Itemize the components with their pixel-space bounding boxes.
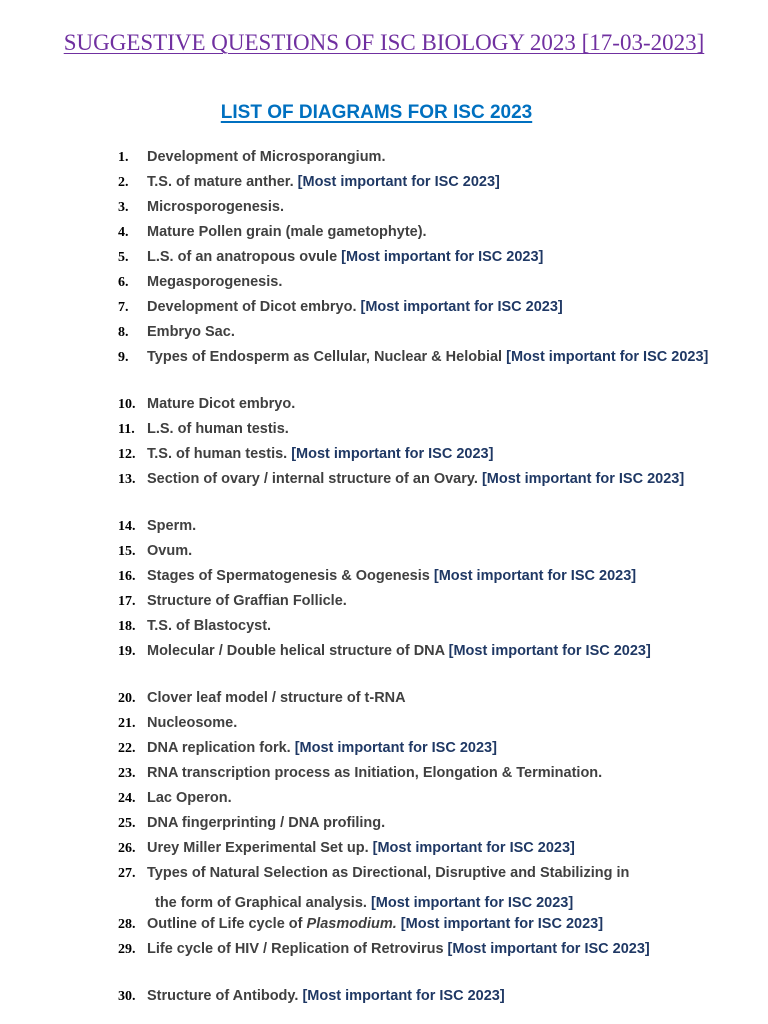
list-item-number: 29. — [118, 942, 136, 957]
important-note: [Most important for ISC 2023] — [506, 349, 709, 365]
item-description: Urey Miller Experimental Set up. — [147, 840, 373, 856]
list-item-number: 17. — [118, 594, 136, 609]
list-item-text — [147, 986, 752, 1007]
list-item-number: 14. — [118, 519, 136, 534]
item-description: T.S. of human testis. — [147, 446, 292, 462]
list-item-number: 28. — [118, 917, 136, 932]
list-item-number: 8. — [118, 325, 129, 340]
list-item-text — [147, 688, 752, 709]
list-item-text — [147, 222, 752, 243]
item-description: Outline of Life cycle of — [147, 916, 307, 932]
list-item-text — [147, 838, 752, 859]
item-description: T.S. of mature anther. — [147, 174, 298, 190]
item-description: Structure of Antibody. — [147, 988, 303, 1004]
important-note: [Most important for ISC 2023] — [448, 643, 651, 659]
list-item-number: 12. — [118, 447, 136, 462]
list-item-text — [147, 939, 752, 960]
list-item-text — [147, 541, 752, 562]
list-item-number: 15. — [118, 544, 136, 559]
item-description: Stages of Spermatogenesis & Oogenesis — [147, 568, 434, 584]
list-item-text — [147, 566, 752, 587]
list-item-text — [147, 616, 752, 637]
list-item-number: 2. — [118, 175, 129, 190]
item-description: RNA transcription process as Initiation, Elongation & Termination. — [147, 765, 603, 781]
list-item-text — [147, 738, 752, 759]
list-item-number: 4. — [118, 225, 129, 240]
item-description: Section of ovary / internal structure of an Ovary. — [147, 471, 482, 487]
item-description: Structure of Graffian Follicle. — [147, 593, 347, 609]
item-description: Mature Dicot embryo. — [147, 396, 296, 412]
list-item-number: 19. — [118, 644, 136, 659]
list-item-text — [147, 147, 752, 168]
list-item-number: 24. — [118, 791, 136, 806]
list-item-number: 20. — [118, 691, 136, 706]
list-item-text — [147, 172, 752, 193]
list-item-number: 13. — [118, 472, 136, 487]
list-item-text — [147, 444, 752, 465]
important-note: [Most important for ISC 2023] — [360, 299, 563, 315]
item-description: Mature Pollen grain (male gametophyte). — [147, 224, 427, 240]
page-header-title: SUGGESTIVE QUESTIONS OF ISC BIOLOGY 2023 [17-03-2023] — [63, 30, 705, 55]
list-item-text — [147, 297, 752, 318]
item-description: Clover leaf model / structure of t-RNA — [147, 690, 406, 706]
important-note: [Most important for ISC 2023] — [294, 740, 497, 756]
important-note: [Most important for ISC 2023] — [341, 249, 544, 265]
important-note: [Most important for ISC 2023] — [297, 174, 500, 190]
list-item-number: 27. — [118, 866, 136, 881]
item-description: Embryo Sac. — [147, 324, 235, 340]
important-note: [Most important for ISC 2023] — [302, 988, 505, 1004]
list-item-number: 6. — [118, 275, 129, 290]
list-item-number: 11. — [118, 422, 135, 437]
list-item-number: 16. — [118, 569, 136, 584]
important-note: [Most important for ISC 2023] — [433, 568, 637, 584]
item-description: Microsporogenesis. — [147, 199, 284, 215]
list-item-text — [147, 197, 752, 218]
item-description: Development of Microsporangium. — [147, 149, 386, 165]
list-item-text — [147, 713, 752, 734]
list-item-number: 5. — [118, 250, 129, 265]
important-note: [Most important for ISC 2023] — [370, 895, 574, 911]
list-item-number: 7. — [118, 300, 129, 315]
item-italic-term: Plasmodium. — [306, 916, 397, 932]
item-description: Types of Endosperm as Cellular, Nuclear & Helobial — [147, 349, 507, 365]
important-note: [Most important for ISC 2023] — [481, 471, 685, 487]
list-item-number: 23. — [118, 766, 136, 781]
list-item-text — [147, 788, 752, 809]
important-note: [Most important for ISC 2023] — [447, 941, 650, 957]
page-header — [0, 30, 768, 56]
item-description-continued: the form of Graphical analysis. — [155, 895, 371, 911]
list-item-text — [147, 347, 752, 368]
list-item-text — [147, 247, 752, 268]
list-item-text — [147, 813, 752, 834]
item-description: Megasporogenesis. — [147, 274, 283, 290]
list-item-number: 22. — [118, 741, 136, 756]
list-item-text — [147, 469, 752, 490]
list-title — [0, 102, 753, 124]
item-description: DNA fingerprinting / DNA profiling. — [147, 815, 386, 831]
item-description: T.S. of Blastocyst. — [147, 618, 272, 634]
list-item-number: 1. — [118, 150, 129, 165]
item-description: Sperm. — [147, 518, 197, 534]
list-item-number: 25. — [118, 816, 136, 831]
item-description: Development of Dicot embryo. — [147, 299, 361, 315]
list-item-text — [147, 914, 752, 935]
list-item-number: 3. — [118, 200, 129, 215]
item-description: Types of Natural Selection as Directional, Disruptive and Stabilizing in — [147, 865, 630, 881]
list-item-number: 10. — [118, 397, 136, 412]
list-item-number: 26. — [118, 841, 136, 856]
item-description: Molecular / Double helical structure of DNA — [147, 643, 449, 659]
list-item-text — [147, 641, 752, 662]
list-item-text — [147, 394, 752, 415]
item-description: Ovum. — [147, 543, 193, 559]
list-item-number: 30. — [118, 989, 136, 1004]
list-item-text — [147, 322, 752, 343]
list-item-text — [147, 516, 752, 537]
list-item-text — [147, 591, 752, 612]
item-description: Life cycle of HIV / Replication of Retrovirus — [147, 941, 448, 957]
list-title-text: LIST OF DIAGRAMS FOR ISC 2023 — [220, 102, 533, 123]
item-description: Nucleosome. — [147, 715, 238, 731]
list-item-number: 9. — [118, 350, 129, 365]
item-description: DNA replication fork. — [147, 740, 295, 756]
item-description: L.S. of an anatropous ovule — [147, 249, 342, 265]
list-item-text — [147, 419, 752, 440]
list-item-number: 21. — [118, 716, 136, 731]
item-description: L.S. of human testis. — [147, 421, 289, 437]
list-item-number: 18. — [118, 619, 136, 634]
list-item-text — [147, 272, 752, 293]
important-note: [Most important for ISC 2023] — [396, 916, 604, 932]
important-note: [Most important for ISC 2023] — [291, 446, 494, 462]
list-item-text — [147, 863, 752, 914]
item-description: Lac Operon. — [147, 790, 232, 806]
list-item-text — [147, 763, 752, 784]
important-note: [Most important for ISC 2023] — [372, 840, 575, 856]
